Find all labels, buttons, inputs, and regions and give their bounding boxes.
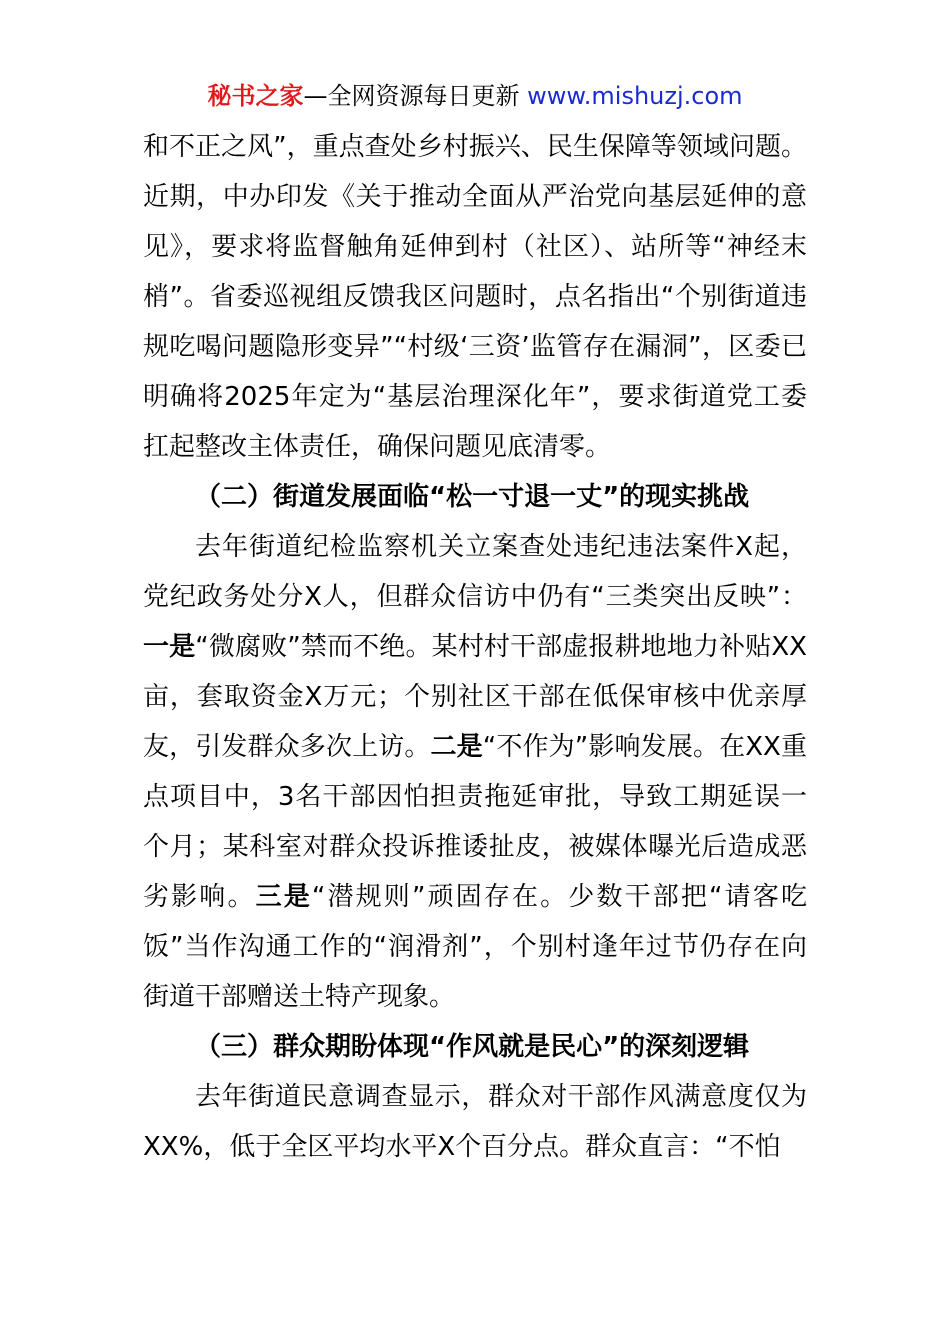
paragraph-text: “微腐败”禁而不绝。某村村干部虚报耕地地力补贴XX亩，套取资金X万元；个别社区干部在低保审核中优亲厚友，引发群众多次上访。: [143, 632, 807, 762]
section-heading-3: （三）群众期盼体现“作风就是民心”的深刻逻辑: [195, 1032, 750, 1062]
brand-name: 秘书之家: [207, 82, 304, 110]
section-heading-2: （二）街道发展面临“松一寸退一丈”的现实挑战: [195, 482, 750, 512]
website-url[interactable]: www.mishuzj.com: [527, 82, 743, 110]
point-three-marker: 三是: [255, 882, 312, 912]
point-one-marker: 一是: [143, 632, 196, 662]
paragraph-challenges: [143, 522, 807, 1022]
document-body: [143, 122, 807, 1172]
paragraph-continued: 和不正之风”，重点查处乡村振兴、民生保障等领域问题。近期，中办印发《关于推动全面从严治党向基层延伸的意见》，要求将监督触角延伸到村（社区）、站所等“神经末梢”。省委巡视组反馈我区问题时，点名指出“个别街道违规吃喝问题隐形变异”“村级‘三资’监管存在漏洞”，区委已明确将2025年定为“基层治理深化年”，要求街道党工委扛起整改主体责任，确保问题见底清零。: [143, 132, 807, 462]
page-header: [0, 78, 950, 114]
paragraph-survey: 去年街道民意调查显示，群众对干部作风满意度仅为XX%，低于全区平均水平X个百分点。群众直言：“不怕: [143, 1082, 807, 1162]
header-slogan: —全网资源每日更新: [303, 82, 520, 110]
paragraph-text: “不作为”影响发展。在XX重点项目中，3名干部因怕担责拖延审批，导致工期延误一个月；某科室对群众投诉推诿扯皮，被媒体曝光后造成恶劣影响。: [143, 732, 807, 912]
paragraph-text: “潜规则”顽固存在。少数干部把“请客吃饭”当作沟通工作的“润滑剂”，个别村逢年过节仍存在向街道干部赠送土特产现象。: [143, 882, 807, 1012]
paragraph-text: 去年街道纪检监察机关立案查处违纪违法案件X起，党纪政务处分X人，但群众信访中仍有“三类突出反映”：: [143, 532, 807, 612]
point-two-marker: 二是: [430, 732, 483, 762]
